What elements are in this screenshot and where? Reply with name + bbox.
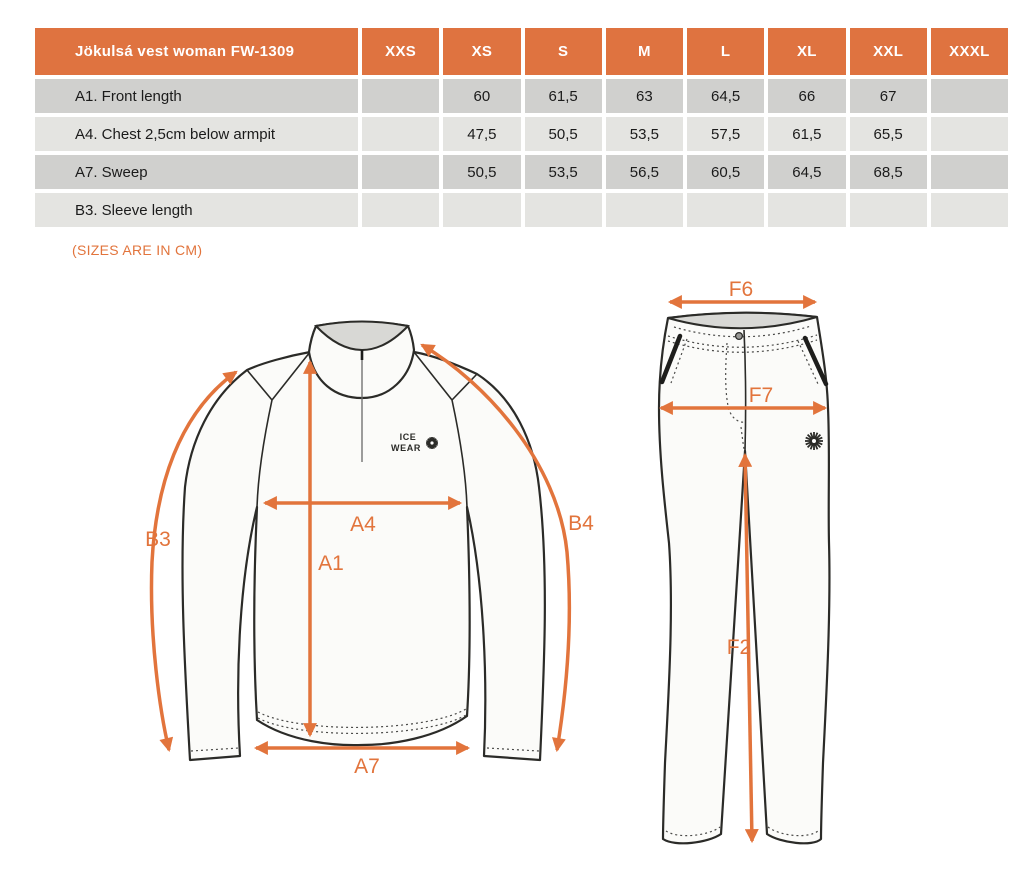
table-cell [850,193,927,227]
brand-logo-wear: WEAR [391,443,421,453]
table-cell [525,193,602,227]
table-cell: 64,5 [768,155,845,189]
brand-logo-ice: ICE [399,432,417,442]
units-note: (SIZES ARE IN CM) [72,242,203,258]
column-header-xxxl: XXXL [931,28,1008,75]
table-cell: 68,5 [850,155,927,189]
table-cell [362,193,439,227]
snowflake-icon [805,432,823,450]
table-cell: 63 [606,79,683,113]
table-cell [931,117,1008,151]
table-cell [931,79,1008,113]
table-cell: 67 [850,79,927,113]
waist-button [736,333,743,340]
measure-label-a7: A7 [354,755,380,778]
table-cell: 53,5 [606,117,683,151]
row-label: A4. Chest 2,5cm below armpit [35,117,358,151]
measure-label-a4: A4 [350,513,376,536]
row-label: A7. Sweep [35,155,358,189]
column-header-xl: XL [768,28,845,75]
table-cell: 57,5 [687,117,764,151]
measure-label-f2: F2 [726,636,752,659]
shirt-outline [182,352,544,760]
table-cell: 64,5 [687,79,764,113]
table-cell: 66 [768,79,845,113]
table-cell: 47,5 [443,117,520,151]
table-cell: 61,5 [525,79,602,113]
table-cell: 61,5 [768,117,845,151]
column-header-xxl: XXL [850,28,927,75]
table-cell [362,117,439,151]
table-cell [687,193,764,227]
measure-label-b4: B4 [568,512,594,535]
table-cell [362,79,439,113]
table-cell [443,193,520,227]
table-cell: 50,5 [525,117,602,151]
table-cell [606,193,683,227]
table-cell: 56,5 [606,155,683,189]
table-title: Jökulsá vest woman FW-1309 [35,28,358,75]
column-header-xxs: XXS [362,28,439,75]
measure-label-f6: F6 [728,278,754,301]
pants-outline [659,313,829,844]
measure-label-a1: A1 [318,552,344,575]
table-cell [931,193,1008,227]
pants-diagram [630,278,1034,883]
table-cell [768,193,845,227]
table-cell: 60,5 [687,155,764,189]
measure-label-f7: F7 [748,384,774,407]
row-label: A1. Front length [35,79,358,113]
table-cell: 50,5 [443,155,520,189]
column-header-l: L [687,28,764,75]
table-cell [931,155,1008,189]
table-cell [362,155,439,189]
measure-label-b3: B3 [145,528,171,551]
table-cell: 53,5 [525,155,602,189]
column-header-s: S [525,28,602,75]
column-header-m: M [606,28,683,75]
row-label: B3. Sleeve length [35,193,358,227]
size-chart-table [35,28,1008,227]
shirt-diagram [130,292,610,792]
table-cell: 60 [443,79,520,113]
table-cell: 65,5 [850,117,927,151]
column-header-xs: XS [443,28,520,75]
